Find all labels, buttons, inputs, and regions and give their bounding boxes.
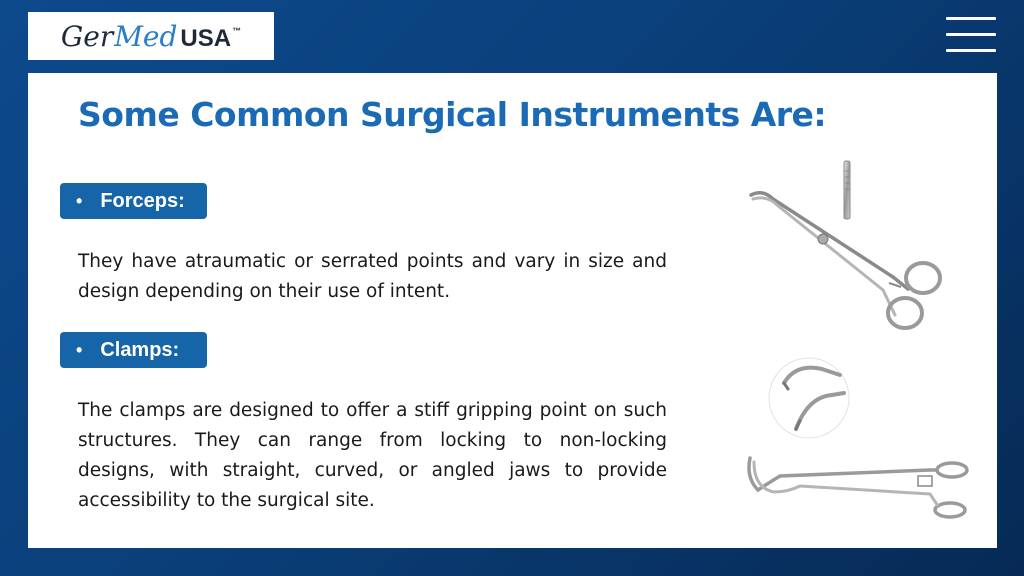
- menu-bar-top: [946, 17, 996, 20]
- logo-med-text: Med: [114, 19, 178, 53]
- section-label-text: Clamps:: [100, 338, 180, 361]
- clamp-image: [740, 448, 972, 528]
- section-label-clamps: [60, 332, 207, 368]
- section-label-forceps: [60, 183, 207, 219]
- logo-usa-text: USA: [180, 24, 232, 52]
- clamps-description: The clamps are designed to offer a stiff gripping point on such structures. They can range from locking to non-locking designs, with straight, curved, or angled jaws to provide accessibility to the surgical site.: [78, 400, 667, 511]
- forceps-image: [743, 155, 948, 335]
- logo-trademark: ™: [232, 25, 242, 36]
- menu-bar-bottom: [946, 49, 996, 52]
- content-card: [28, 73, 997, 548]
- section-label-text: Forceps:: [100, 189, 185, 212]
- bullet-icon: •: [76, 190, 83, 211]
- logo-wordmark: [61, 20, 241, 53]
- logo-ger-text: Ger: [60, 19, 114, 53]
- forceps-description: They have atraumatic or serrated points and vary in size and design depending on their use of intent.: [78, 251, 667, 302]
- page-title: Some Common Surgical Instruments Are:: [78, 95, 827, 134]
- clamp-detail-image: [766, 355, 852, 441]
- bullet-icon: •: [76, 339, 83, 360]
- menu-bar-middle: [946, 33, 996, 36]
- hamburger-menu-icon[interactable]: [946, 15, 996, 55]
- brand-logo[interactable]: [28, 12, 274, 60]
